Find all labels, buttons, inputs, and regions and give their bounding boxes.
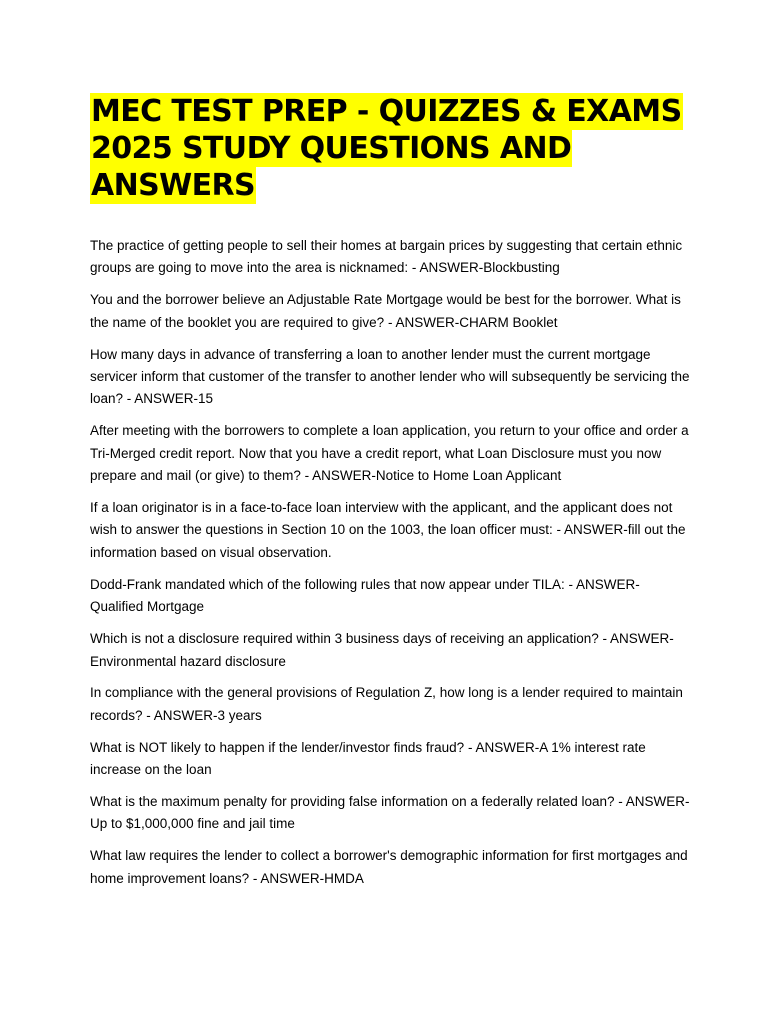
qa-item: What is NOT likely to happen if the lender/investor finds fraud? - ANSWER-A 1% interest rate increase on the loan [90, 739, 646, 778]
document-title [90, 93, 690, 204]
qa-item: If a loan originator is in a face-to-face loan interview with the applicant, and the applicant does not wish to answer the questions in Section 10 on the 1003, the loan officer must: - ANSWER-fill out the information based on visual observation. [90, 500, 686, 560]
title-line: ANSWERS [91, 168, 256, 203]
title-line: 2025 STUDY QUESTIONS AND [91, 131, 572, 166]
qa-item: What is the maximum penalty for providing false information on a federally related loan? - ANSWER-Up to $1,000,000 fine and jail time [90, 794, 690, 832]
question-answer-list [90, 235, 690, 900]
qa-item: After meeting with the borrowers to complete a loan application, you return to your office and order a Tri-Merged credit report. Now that you have a credit report, what Loan Disclosure must you now prepare and mail (or give) to them? - ANSWER-Notice to Home Loan Applicant [90, 423, 689, 484]
qa-item: How many days in advance of transferring a loan to another lender must the current mortgage servicer inform that customer of the transfer to another lender who will subsequently be servicing the loan? - ANSWER-15 [90, 346, 690, 407]
qa-item: Dodd-Frank mandated which of the following rules that now appear under TILA: - ANSWER-Qualified Mortgage [90, 576, 640, 615]
qa-item: In compliance with the general provisions of Regulation Z, how long is a lender required to maintain records? - ANSWER-3 years [90, 685, 683, 723]
qa-item: You and the borrower believe an Adjustable Rate Mortgage would be best for the borrower. What is the name of the booklet you are required to give? - ANSWER-CHARM Booklet [90, 292, 681, 330]
qa-item: What law requires the lender to collect a borrower's demographic information for first mortgages and home improvement loans? - ANSWER-HMDA [90, 848, 688, 886]
title-line: MEC TEST PREP - QUIZZES & EXAMS [91, 94, 682, 129]
qa-item: The practice of getting people to sell their homes at bargain prices by suggesting that certain ethnic groups are going to move into the area is nicknamed: - ANSWER-Blockbusting [90, 238, 683, 276]
qa-item: Which is not a disclosure required within 3 business days of receiving an application? - ANSWER-Environmental hazard disclosure [90, 631, 674, 669]
